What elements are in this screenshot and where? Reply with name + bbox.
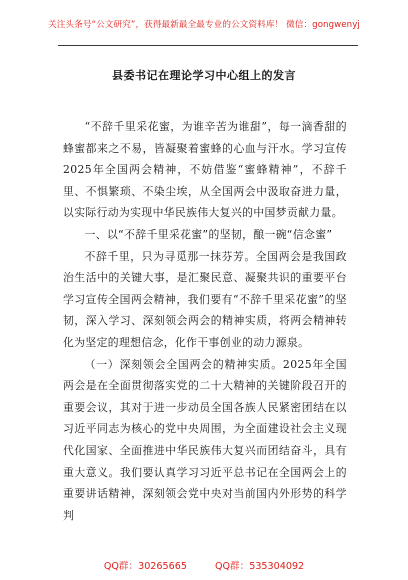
header-divider <box>58 45 358 46</box>
section-heading: 一、以“不辞千里采花蜜”的坚韧，酿一碗“信念蜜” <box>84 227 333 241</box>
footer-qq-group-1: QQ群：30265665 <box>103 561 187 572</box>
document-title: 县委书记在理论学习中心组上的发言 <box>112 69 296 82</box>
footer-qq-group-2: QQ群：535304092 <box>214 561 305 572</box>
body-paragraph: “不辞千里采花蜜，为谁辛苦为谁甜”，每一滴香甜的蜂蜜都来之不易，皆凝聚着蜜蜂的心血与汗水。学习宣传2025年全国两会精神，不妨借鉴“蜜蜂精神”，不辞千里、不惧繁琐、不染尘埃，从全国两会中汲取奋进力量，以实际行动为实现中华民族伟大复兴的中国梦贡献力量。 <box>63 120 347 220</box>
body-paragraph: （一）深刻领会全国两会的精神实质。2025年全国两会是在全面贯彻落实党的二十大精神的关键阶段召开的重要会议，其对于进一步动员全国各族人民紧密团结在以习近平同志为核心的党中央周围，为全面建设社会主义现代化国家、全面推进中华民族伟大复兴而团结奋斗，具有重大意义。我们要认真学习习近平总书记在全国两会上的重要讲话精神，深刻领会党中央对当前国内外形势的科学判 <box>63 357 347 522</box>
header-banner: 关注头条号“公文研究”，获得最新最全最专业的公文资料库！ 微信：gongwenyj <box>48 20 360 30</box>
document-body <box>63 116 347 526</box>
footer-contact <box>0 558 408 572</box>
body-paragraph: 不辞千里，只为寻觅那一抹芬芳。全国两会是我国政治生活中的关键大事，是汇聚民意、凝聚共识的重要平台学习宣传全国两会精神，我们要有“不辞千里采花蜜”的坚韧，深入学习、深刻领会两会的精神实质，将两会精神转化为坚定的理想信念，化作干事创业的动力源泉。 <box>63 249 347 349</box>
